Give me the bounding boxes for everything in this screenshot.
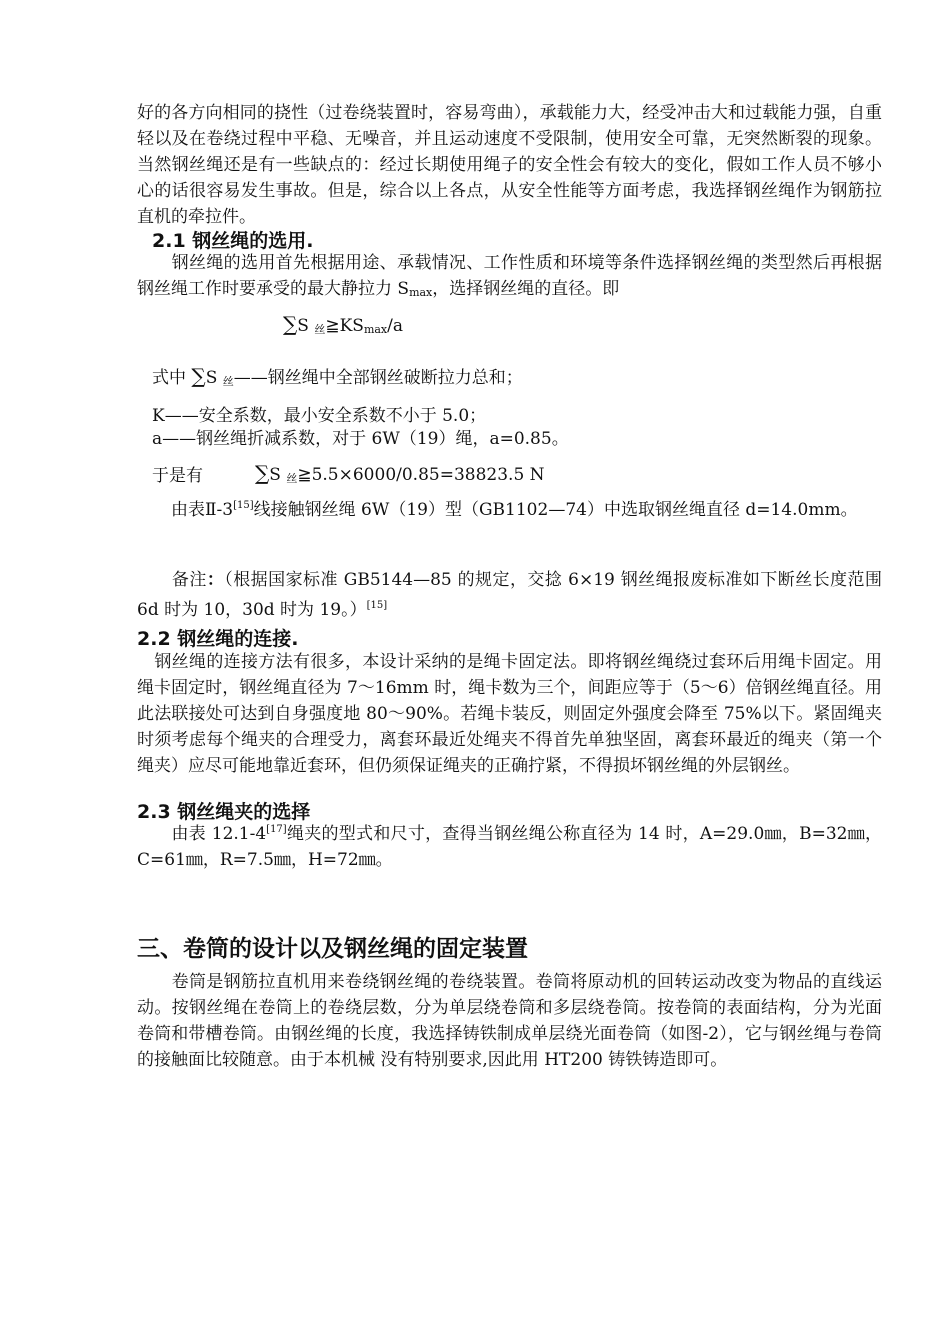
note-text: （根据国家标准 GB5144—85 的规定，交捻 6×19 钢丝绳报废标准如下断丝长度范围 6d 时为 10，30d 时为 19。）	[137, 570, 883, 620]
table-paragraph	[137, 497, 882, 523]
note-paragraph	[137, 565, 882, 625]
where-label: 式中	[152, 368, 192, 388]
section-2-3-pre: 由表 12.1-4	[137, 824, 267, 844]
k-definition: K——安全系数，最小安全系数不小于 5.0；	[152, 406, 487, 426]
table-text: 线接触钢丝绳 6W（19）型（GB1102—74）中选取钢丝绳直径 d=14.0mm。	[253, 500, 858, 520]
then-text: ≧5.5×6000/0.85=38823.5 N	[297, 465, 545, 485]
formula-s: S	[297, 316, 315, 336]
section-2-3-paragraph	[137, 821, 882, 873]
note-colon: ：	[206, 570, 225, 590]
a-definition: a——钢丝绳折减系数，对于 6W（19）绳，a=0.85。	[152, 429, 569, 449]
where-s: S	[205, 368, 223, 388]
section-2-1-heading: 2.1 钢丝绳的选用.	[152, 230, 314, 252]
chapter-3-paragraph: 卷筒是钢筋拉直机用来卷绕钢丝绳的卷绕装置。卷筒将原动机的回转运动改变为物品的直线运动。按钢丝绳在卷筒上的卷绕层数，分为单层绕卷筒和多层绕卷筒。按卷筒的表面结构，分为光面卷筒和带槽卷筒。由钢丝绳的长度，我选择铸铁制成单层绕光面卷筒（如图-2），它与钢丝绳与卷筒的接触面比较随意。由于本机械 没有特别要求,因此用 HT200 铸铁铸造即可。	[137, 972, 882, 1070]
section-2-1-text: 钢丝绳的选用首先根据用途、承载情况、工作性质和环境等条件选择钢丝绳的类型然后再根据钢丝绳工作时要承受的最大静拉力 S	[137, 253, 882, 299]
section-2-3-heading: 2.3 钢丝绳夹的选择	[137, 801, 311, 823]
section-2-2-paragraph: 钢丝绳的连接方法有很多，本设计采纳的是绳卡固定法。即将钢丝绳绕过套环后用绳卡固定。用绳卡固定时，钢丝绳直径为 7～16mm 时，绳卡数为三个，间距应等于（5～6）倍钢丝绳直径。用此法联接处可达到自身强度地 80～90%。若绳卡装反，则固定外强度会降至 75%以下。紧固绳夹时须考虑每个绳夹的合理受力，离套环最近处绳夹不得首先单独坚固，离套环最近的绳夹（第一个绳夹）应尽可能地靠近套环，但仍须保证绳夹的正确拧紧，不得损坏钢丝绳的外层钢丝。	[137, 652, 882, 776]
result-formula	[255, 461, 545, 485]
where-line	[152, 363, 523, 388]
sigma-symbol: ∑	[283, 312, 298, 336]
table-pre: 由表Ⅱ-3	[137, 500, 234, 520]
formula-max-subscript: max	[363, 323, 388, 336]
intro-paragraph: 好的各方向相同的挠性（过卷绕装置时，容易弯曲），承载能力大，经受冲击大和过载能力强，自重轻以及在卷绕过程中平稳、无噪音，并且运动速度不受限制，使用安全可靠，无突然断裂的现象。当然钢丝绳还是有一些缺点的：经过长期使用绳子的安全性会有较大的变化，假如工作人员不够小心的话很容易发生事故。但是，综合以上各点，从安全性能等方面考虑，我选择钢丝绳作为钢筋拉直机的牵拉件。	[137, 103, 882, 227]
formula-relation: ≧KS	[325, 316, 364, 336]
reference-15: [15]	[233, 500, 254, 511]
then-si-subscript: 丝	[286, 472, 298, 485]
sigma-symbol: ∑	[255, 461, 270, 485]
where-si-subscript: 丝	[222, 375, 234, 388]
formula-si-subscript: 丝	[314, 323, 326, 336]
then-label: 于是有	[152, 466, 203, 486]
then-s: S	[269, 465, 287, 485]
sigma-symbol: ∑	[191, 364, 206, 388]
chapter-3-heading: 三、卷筒的设计以及钢丝绳的固定装置	[137, 936, 528, 962]
section-2-1-paragraph	[137, 250, 882, 302]
note-label: 备注	[137, 570, 207, 590]
where-text: ——钢丝绳中全部钢丝破断拉力总和；	[233, 368, 523, 388]
formula-tail: /a	[387, 316, 404, 336]
formula-main	[283, 312, 403, 336]
reference-15: [15]	[366, 600, 388, 611]
section-2-1-text-tail: ，选择钢丝绳的直径。即	[432, 279, 620, 299]
smax-subscript: max	[409, 286, 433, 299]
section-2-3-text: 绳夹的型式和尺寸，查得当钢丝绳公称直径为 14 时，A=29.0㎜，B=32㎜，C=61㎜，R=7.5㎜，H=72㎜。	[137, 824, 882, 870]
reference-17: [17]	[266, 824, 287, 835]
section-2-2-heading: 2.2 钢丝绳的连接.	[137, 628, 299, 650]
